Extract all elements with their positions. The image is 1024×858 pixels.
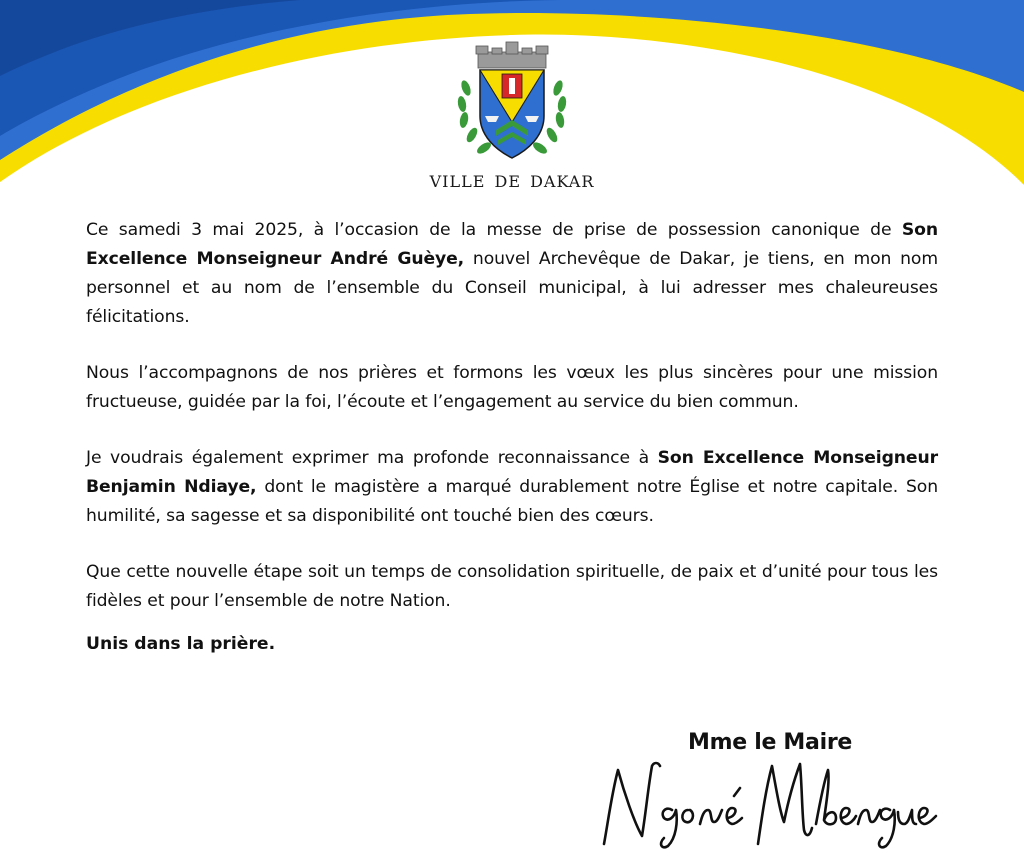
closing-line: Unis dans la prière. bbox=[86, 634, 276, 654]
bold-name-andre-gueye: Son Excellence Monseigneur André Guèye, bbox=[86, 220, 938, 269]
letter-body bbox=[86, 216, 938, 659]
signatory-title: Mme le Maire bbox=[688, 730, 852, 755]
paragraph-4: Que cette nouvelle étape soit un temps de consolidation spirituelle, de paix et d’unité pour tous les fidèles et pour l’ensemble de notre Nation. bbox=[86, 562, 938, 611]
paragraph-3: Je voudrais également exprimer ma profonde reconnaissance à Son Excellence Monseigneur Benjamin Ndiaye, dont le magistère a marqué durablement notre Église et notre capitale. Son humilité, sa sagesse et sa disponibilité ont touché bien des cœurs. bbox=[86, 448, 938, 526]
city-name: VILLE DE DAKAR bbox=[429, 172, 595, 191]
paragraph-2: Nous l’accompagnons de nos prières et formons les vœux les plus sincères pour une mission fructueuse, guidée par la foi, l’écoute et l’engagement au service du bien commun. bbox=[86, 363, 938, 412]
dakar-coat-of-arms-icon bbox=[452, 38, 572, 166]
handwritten-signature-icon bbox=[590, 752, 940, 852]
bold-name-benjamin-ndiaye: Son Excellence Monseigneur Benjamin Ndiaye, bbox=[86, 448, 938, 497]
paragraph-1: Ce samedi 3 mai 2025, à l’occasion de la messe de prise de possession canonique de Son Excellence Monseigneur André Guèye, nouvel Archevêque de Dakar, je tiens, en mon nom personnel et au nom de l’ensemble du Conseil municipal, à lui adresser mes chaleureuses félicitations. bbox=[86, 220, 938, 327]
